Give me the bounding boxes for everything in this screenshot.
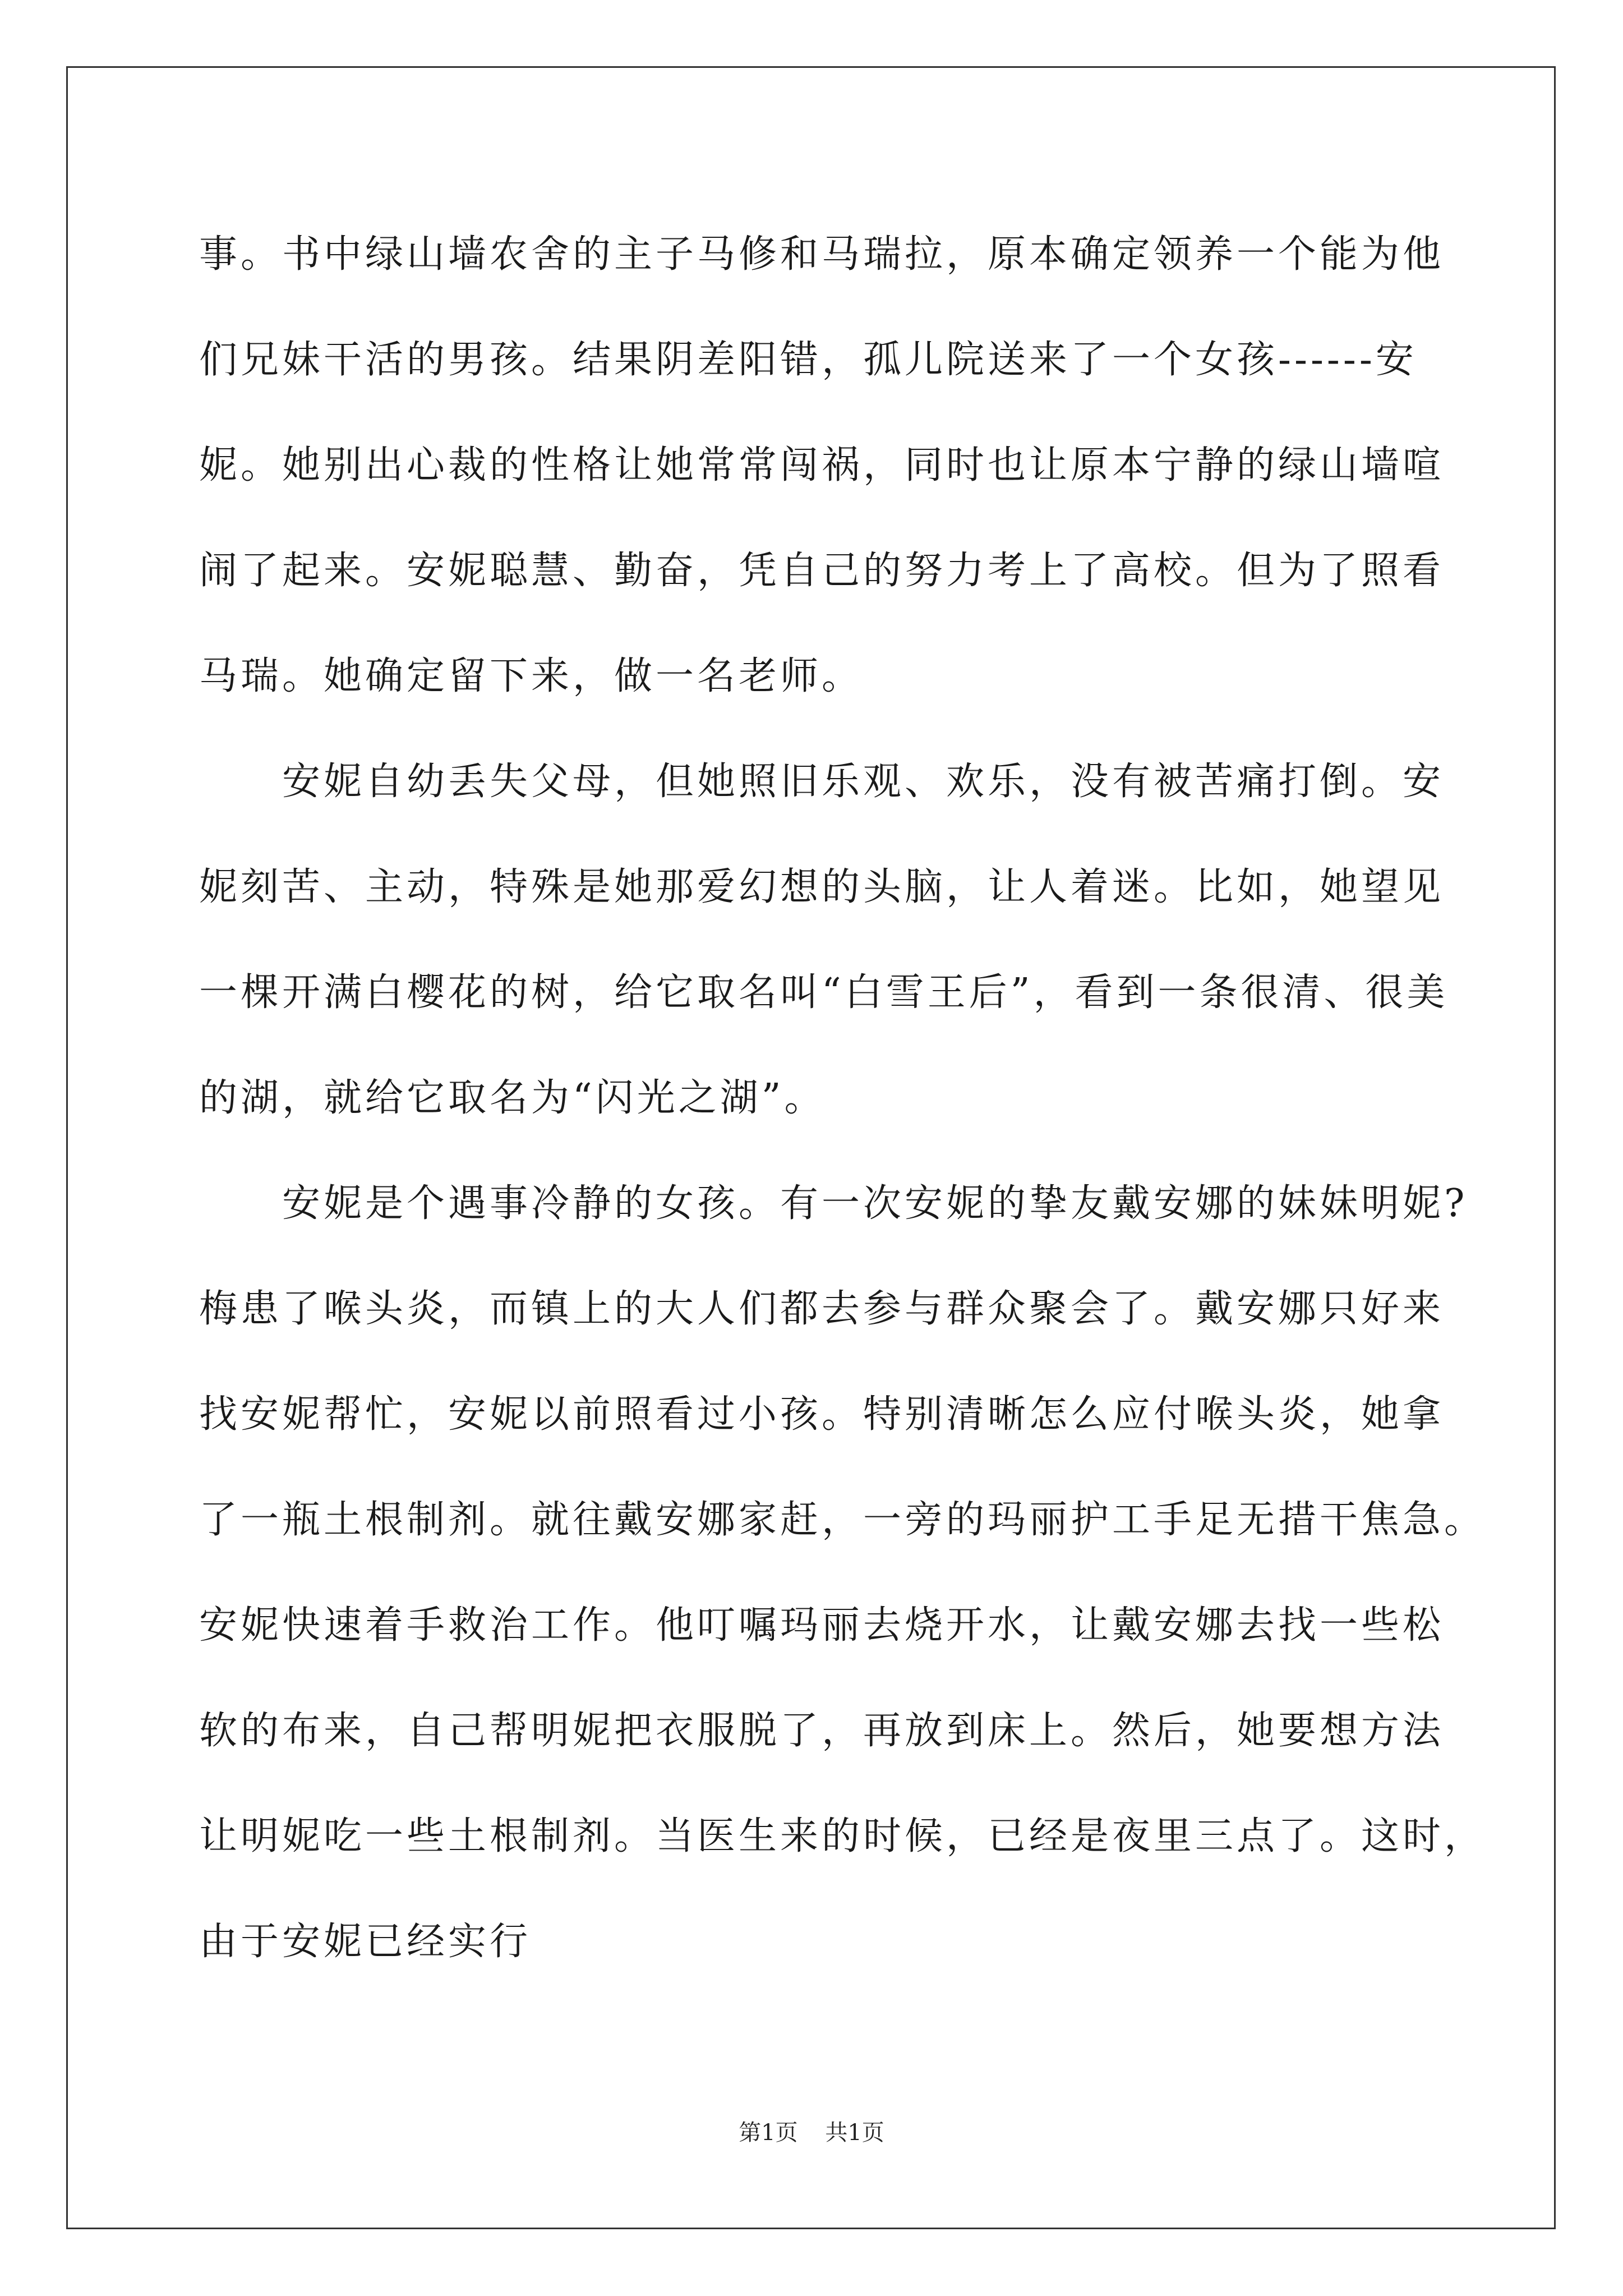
text-line: 妮。她别出心裁的性格让她常常闯祸，同时也让原本宁静的绿山墙喧 xyxy=(199,443,1445,487)
text-line: 的湖，就给它取名为“闪光之湖”。 xyxy=(199,1076,826,1120)
text-line: 让明妮吃一些土根制剂。当医生来的时候，已经是夜里三点了。这时， xyxy=(199,1814,1486,1858)
document-body xyxy=(199,202,1486,1995)
paragraph xyxy=(199,729,1449,1151)
text-line: 安妮是个遇事冷静的女孩。有一次安妮的挚友戴安娜的妹妹明妮? xyxy=(282,1181,1468,1226)
text-line: 安妮自幼丢失父母，但她照旧乐观、欢乐，没有被苦痛打倒。安 xyxy=(282,760,1445,804)
paragraph xyxy=(199,1151,1486,1995)
text-line: 梅患了喉头炎，而镇上的大人们都去参与群众聚会了。戴安娜只好来 xyxy=(199,1287,1445,1331)
text-line: 了一瓶土根制剂。就往戴安娜家赶，一旁的玛丽护工手足无措干焦急。 xyxy=(199,1498,1486,1542)
text-line: 一棵开满白樱花的树，给它取名叫“白雪王后”，看到一条很清、很美 xyxy=(199,970,1449,1015)
text-line: 安妮快速着手救治工作。他叮嘱玛丽去烧开水，让戴安娜去找一些松 xyxy=(199,1603,1445,1648)
text-line: 由于安妮已经实行 xyxy=(199,1920,532,1964)
text-line: 马瑞。她确定留下来，做一名老师。 xyxy=(199,654,864,698)
text-line: 事。书中绿山墙农舍的主子马修和马瑞拉，原本确定领养一个能为他 xyxy=(199,232,1445,277)
text-line: 们兄妹干活的男孩。结果阴差阳错，孤儿院送来了一个女孩------安 xyxy=(199,338,1417,382)
paragraph xyxy=(199,202,1445,729)
text-line: 妮刻苦、主动，特殊是她那爱幻想的头脑，让人着迷。比如，她望见 xyxy=(199,865,1445,909)
text-line: 软的布来，自己帮明妮把衣服脱了，再放到床上。然后，她要想方法 xyxy=(199,1709,1445,1753)
page-total: 共1页 xyxy=(825,2120,884,2146)
text-line: 找安妮帮忙，安妮以前照看过小孩。特别清晰怎么应付喉头炎，她拿 xyxy=(199,1392,1445,1437)
page-number: 第1页 xyxy=(739,2120,798,2146)
text-line: 闹了起来。安妮聪慧、勤奋，凭自己的努力考上了高校。但为了照看 xyxy=(199,549,1445,593)
page-footer xyxy=(0,2115,1623,2147)
